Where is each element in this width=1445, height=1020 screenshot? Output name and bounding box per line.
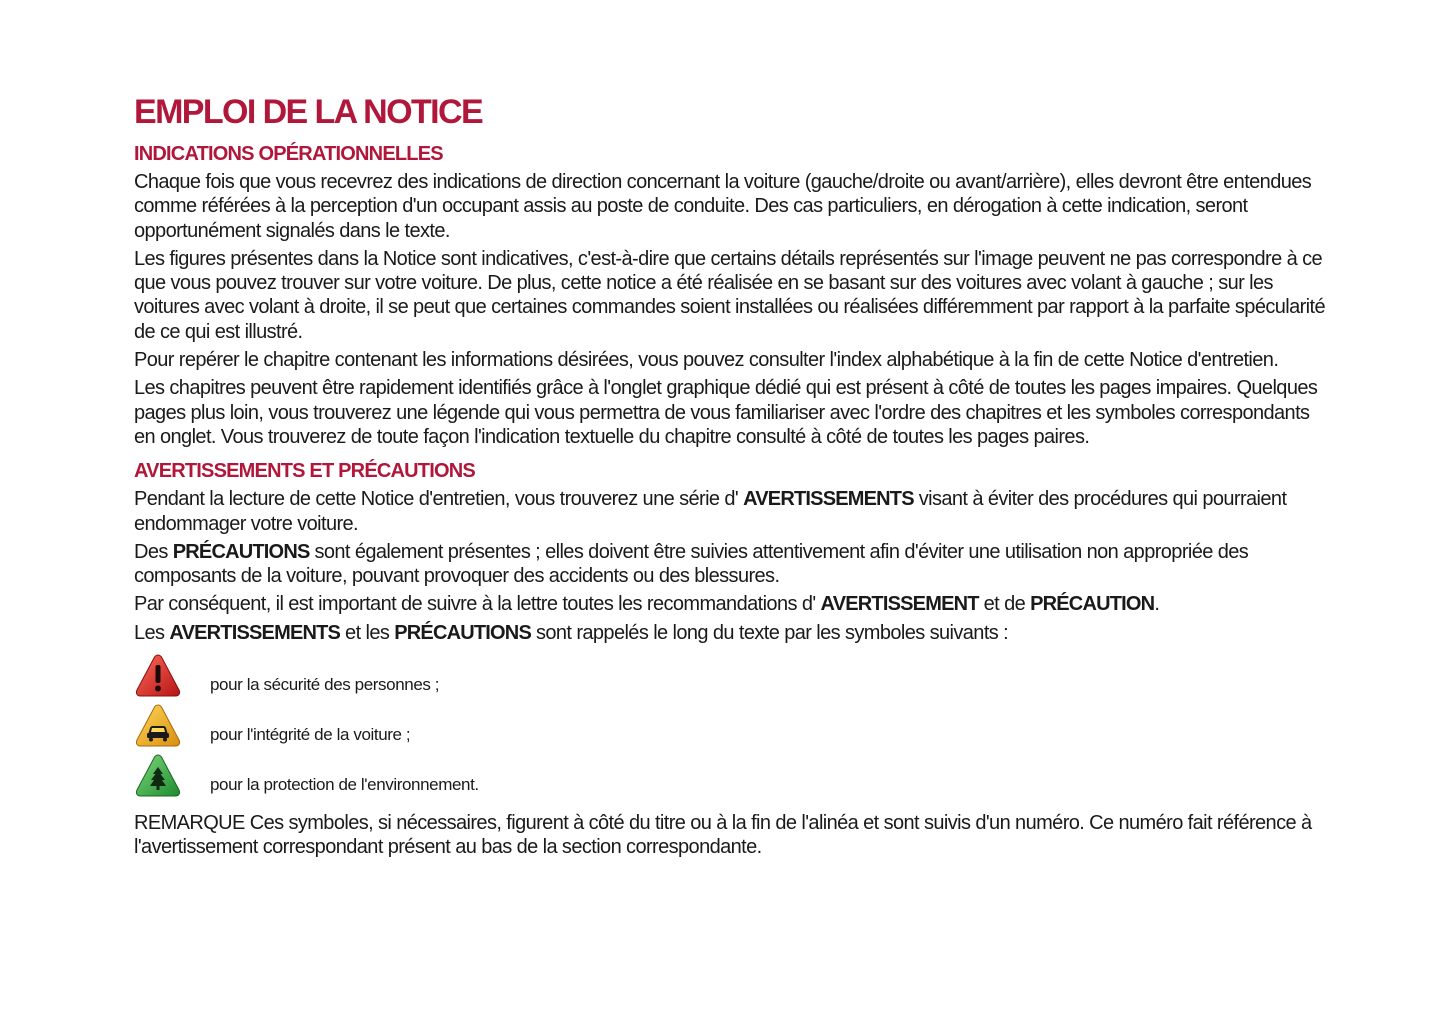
car-warning-icon — [134, 702, 182, 750]
emphasis: PRÉCAUTIONS — [394, 621, 531, 644]
page-title: EMPLOI DE LA NOTICE — [134, 93, 483, 131]
symbol-label: pour l'intégrité de la voiture ; — [210, 725, 411, 745]
symbol-row-voiture — [134, 701, 1329, 751]
exclamation-warning-icon — [134, 652, 182, 700]
tree-warning-icon — [134, 752, 182, 800]
section-heading-indications: INDICATIONS OPÉRATIONNELLES — [134, 143, 443, 165]
paragraph: Chaque fois que vous recevrez des indications de direction concernant la voiture (gauche/droite ou avant/arrière), elles devront être entendues comme référées à la perception d'un occupant assis au poste de conduite. Des cas particuliers, en dérogation à cette indication, seront opportunément signalés dans le texte. — [134, 171, 1312, 242]
symbol-label: pour la sécurité des personnes ; — [210, 675, 440, 695]
emphasis: AVERTISSEMENTS — [169, 621, 341, 644]
paragraph: Pour repérer le chapitre contenant les informations désirées, vous pouvez consulter l'index alphabétique à la fin de cette Notice d'entretien. — [134, 349, 1279, 372]
manual-page — [134, 92, 1329, 860]
remark-paragraph: REMARQUE Ces symboles, si nécessaires, figurent à côté du titre ou à la fin de l'alinéa et sont suivis d'un numéro. Ce numéro fait référence à l'avertissement correspondant présent au bas de la section correspondante. — [134, 812, 1312, 859]
section-heading-avertissements: AVERTISSEMENTS ET PRÉCAUTIONS — [134, 460, 475, 483]
emphasis: AVERTISSEMENTS — [743, 488, 914, 511]
emphasis: AVERTISSEMENT — [820, 593, 979, 616]
paragraph: Par conséquent, il est important de suivre à la lettre toutes les recommandations d' AVERTISSEMENT et de PRÉCAUTION. — [134, 593, 1160, 616]
paragraph: Des PRÉCAUTIONS sont également présentes ; elles doivent être suivies attentivement afin d'éviter une utilisation non appropriée des composants de la voiture, pouvant provoquer des accidents ou des blessures. — [134, 540, 1249, 588]
symbol-label: pour la protection de l'environnement. — [210, 775, 479, 795]
symbol-row-personnes — [134, 651, 1329, 701]
symbol-row-environnement — [134, 751, 1329, 801]
paragraph: Pendant la lecture de cette Notice d'entretien, vous trouverez une série d' AVERTISSEMENTS visant à éviter des procédures qui pourraient endommager votre voiture. — [134, 488, 1287, 535]
paragraph: Les chapitres peuvent être rapidement identifiés grâce à l'onglet graphique dédié qui est présent à côté de toutes les pages impaires. Quelques pages plus loin, vous trouverez une légende qui vous permettra de vous familiariser avec l'ordre des chapitres et les symboles correspondants en onglet. Vous trouverez de toute façon l'indication textuelle du chapitre consulté à côté de toutes les pages paires. — [134, 377, 1318, 448]
symbol-legend — [134, 651, 1329, 801]
paragraph: Les AVERTISSEMENTS et les PRÉCAUTIONS sont rappelés le long du texte par les symboles suivants : — [134, 621, 1009, 644]
emphasis: PRÉCAUTIONS — [172, 540, 310, 563]
emphasis: PRÉCAUTION — [1030, 593, 1155, 616]
paragraph: Les figures présentes dans la Notice sont indicatives, c'est-à-dire que certains détails représentés sur l'image peuvent ne pas correspondre à ce que vous pouvez trouver sur votre voiture. De plus, cette notice a été réalisée en se basant sur des voitures avec volant à gauche ; sur les voitures avec volant à droite, il se peut que certaines commandes soient installées ou réalisées différemment par rapport à la parfaite spécularité de ce qui est illustré. — [134, 247, 1326, 343]
